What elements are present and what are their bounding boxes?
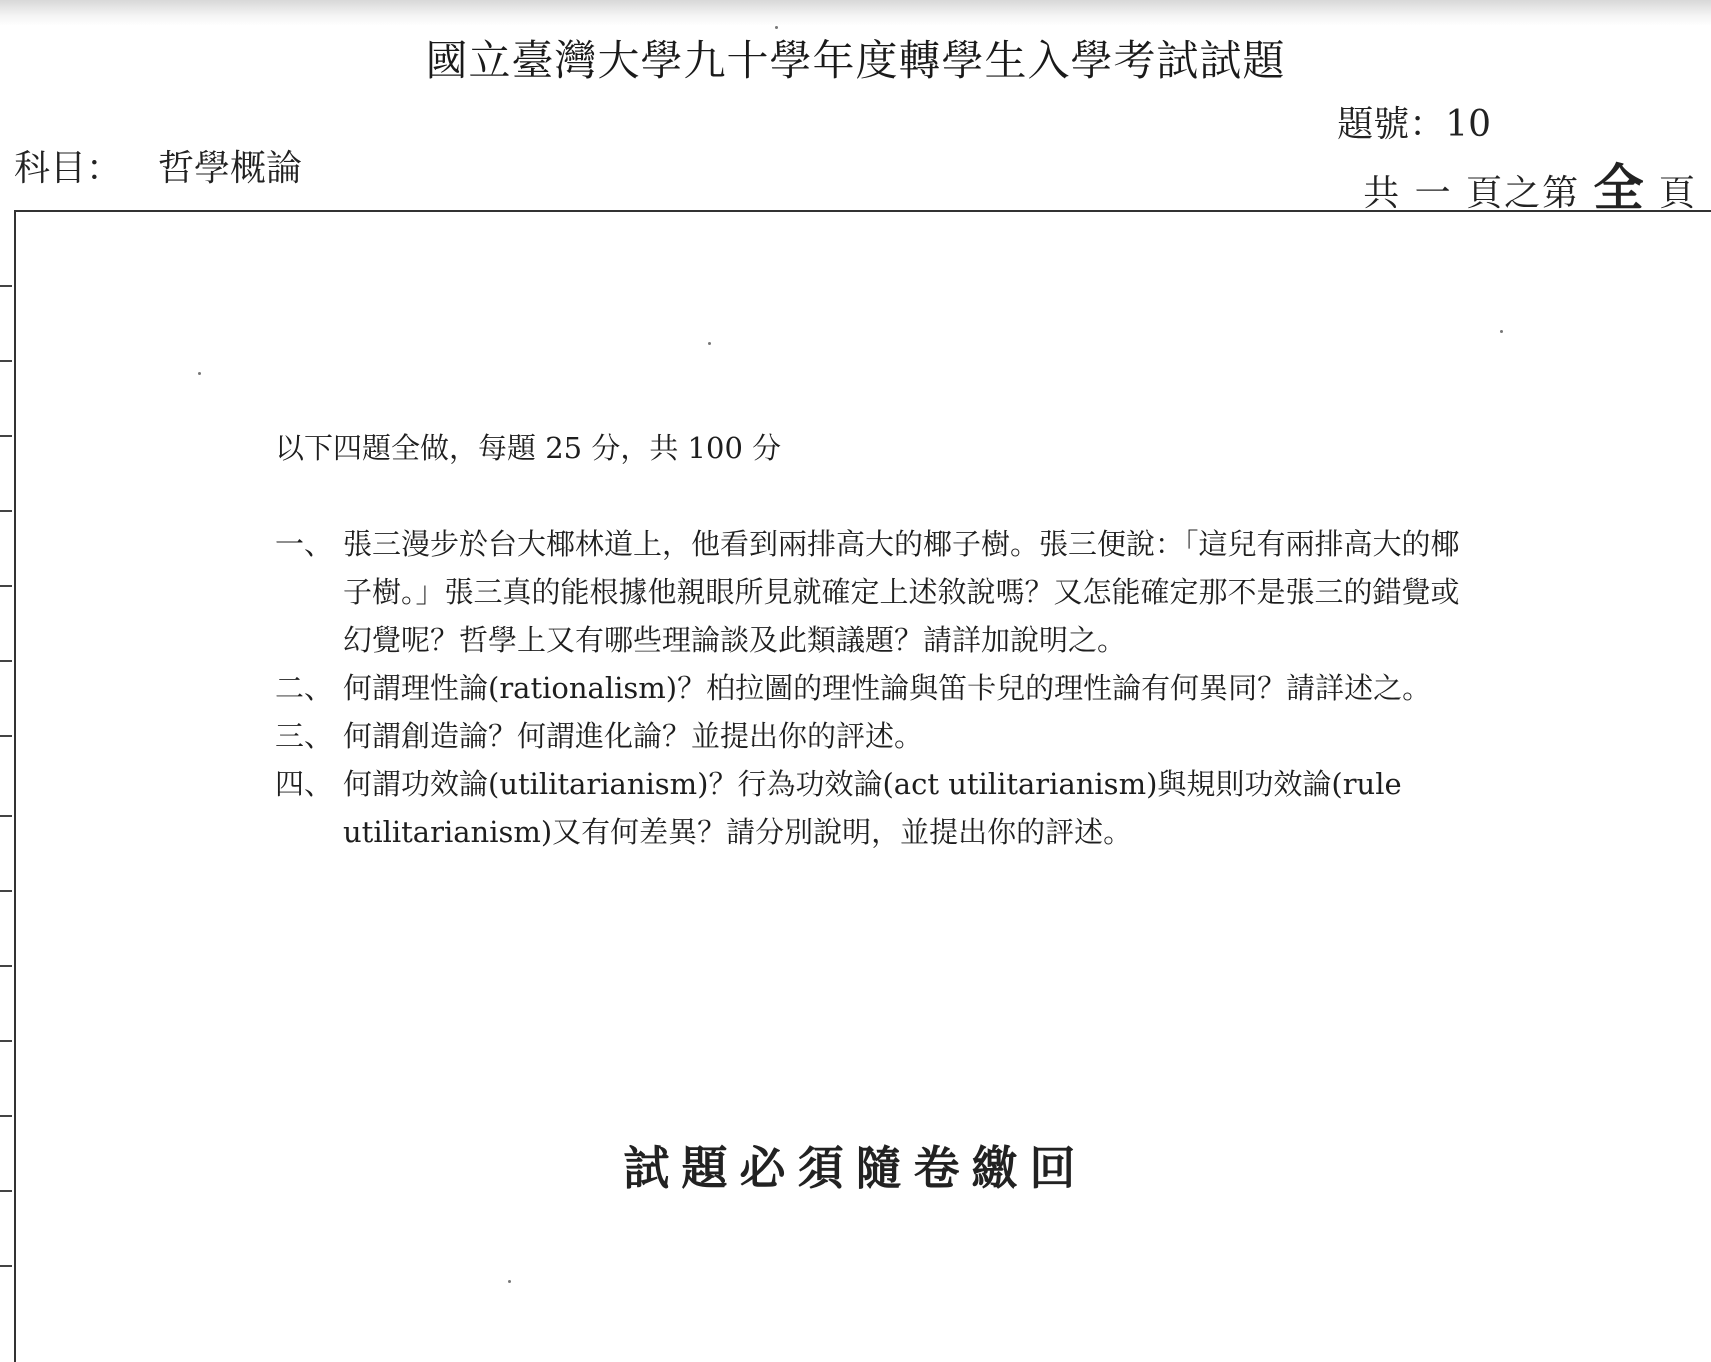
question-text: 何謂創造論？何謂進化論？並提出你的評述。 [343,719,924,753]
scan-speck [508,1280,511,1283]
question-number-label: 四、 [275,767,334,801]
page-info-suffix: 頁 [1658,173,1697,214]
exam-title: 國立臺灣大學九十學年度轉學生入學考試試題 [425,36,1286,85]
margin-tick [0,1115,12,1117]
question-text: 張三漫步於台大椰林道上，他看到兩排高大的椰子樹。張三便說：「這兒有兩排高大的椰子樹。」張三真的能根據他親眼所見就確定上述敘說嗎？又怎能確定那不是張三的錯覺或幻覺呢？哲學上又有哪些理論談及此類議題？請詳加說明之。 [343,527,1460,657]
instructions: 以下四題全做，每題 25 分，共 100 分 [275,431,782,465]
margin-tick [0,435,12,437]
margin-tick [0,735,12,737]
question-item [275,664,1475,712]
margin-tick [0,965,12,967]
subject-line [14,140,302,191]
question-item [275,760,1475,856]
scan-top-shadow [0,0,1711,26]
margin-tick [0,660,12,662]
subject-label: 科目： [14,148,123,189]
question-item [275,520,1475,664]
margin-tick [0,360,12,362]
footer-note: 試題必須隨卷繳回 [623,1141,1088,1195]
scan-speck [1500,330,1503,333]
margin-tick [0,1040,12,1042]
margin-tick [0,510,12,512]
subject-value: 哲學概論 [158,148,303,189]
margin-tick [0,1265,12,1267]
scan-speck [198,372,201,375]
page-info-highlight: 全 [1593,158,1646,217]
margin-tick [0,585,12,587]
question-number-label: 二、 [275,671,334,705]
margin-tick [0,815,12,817]
question-number: 題號：10 [1337,104,1491,145]
question-number-label: 一、 [275,527,334,561]
question-text: 何謂功效論(utilitarianism)？行為功效論(act utilitarianism)與規則功效論(rule utilitarianism)又有何差異？請分別說明，並提出你的評述。 [343,767,1402,849]
exam-content [275,428,1475,856]
question-text: 何謂理性論(rationalism)？柏拉圖的理性論與笛卡兒的理性論有何異同？請詳述之。 [343,671,1432,705]
scan-speck [775,26,778,29]
question-item [275,712,1475,760]
margin-tick [0,890,12,892]
page-info-prefix: 共 一 頁之第 [1363,173,1581,214]
margin-tick [0,285,12,287]
scan-speck [708,342,711,345]
question-number-label: 三、 [275,719,334,753]
